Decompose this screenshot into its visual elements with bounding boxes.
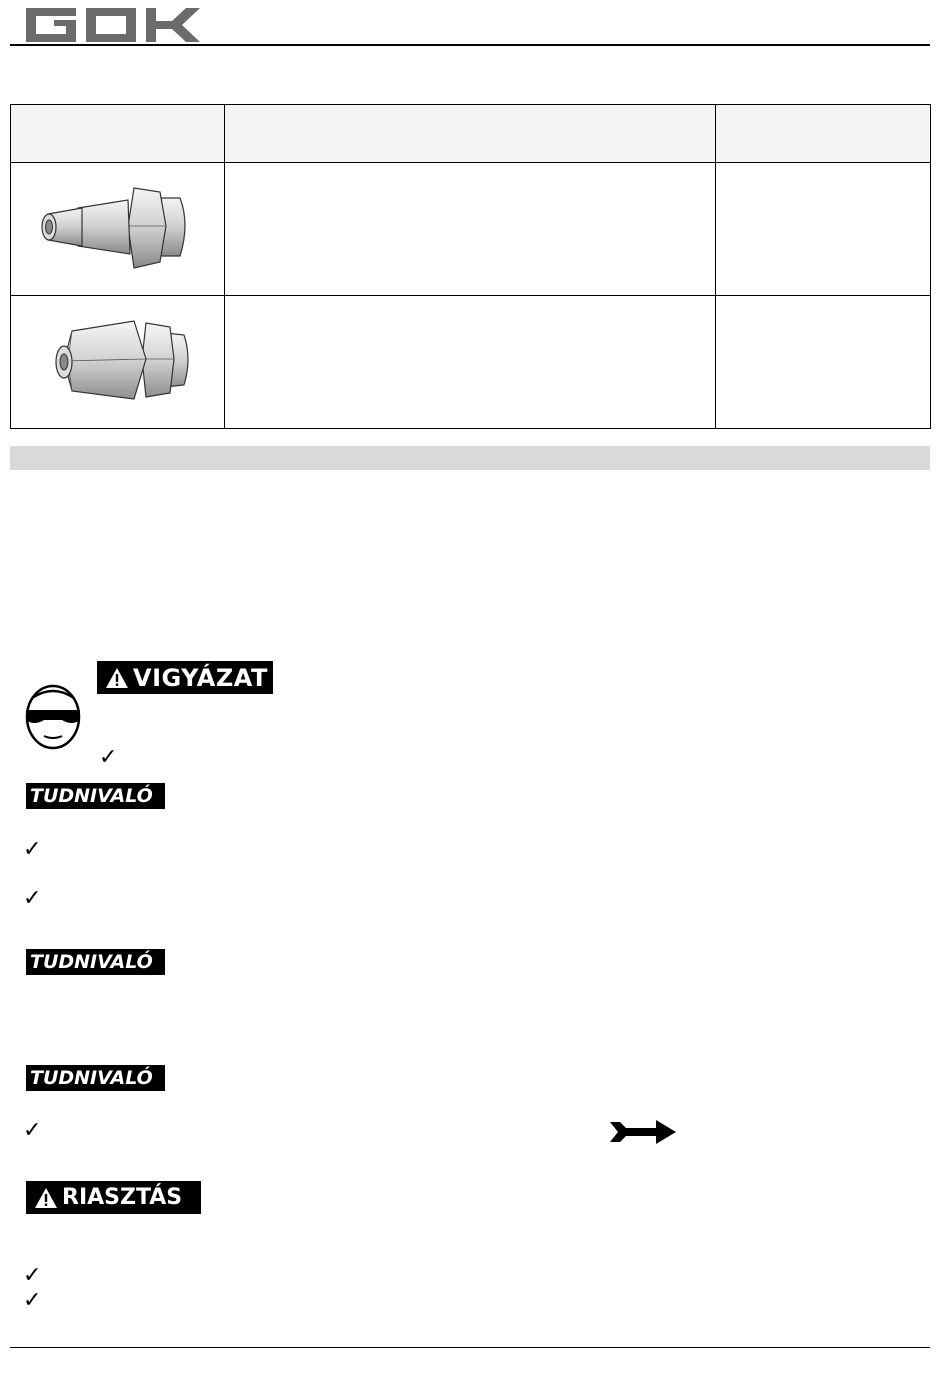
table-header-cell [11,105,225,163]
check-mark-icon: ✓ [23,1263,42,1288]
check-mark-icon: ✓ [23,1118,42,1143]
warning-triangle-icon [105,667,129,689]
part-description-cell [225,296,716,429]
notice-sign-label: TUDNIVALÓ [30,785,153,807]
notice-sign [26,949,165,975]
warning-triangle-icon [34,1187,58,1209]
table-header-cell [716,105,931,163]
gok-logo [26,8,200,42]
part-image-cell [11,163,225,296]
safety-goggles-icon [24,680,82,750]
alarm-sign [26,1181,201,1214]
check-mark-icon: ✓ [23,886,42,911]
notice-sign [26,783,165,809]
part-description-cell [225,163,716,296]
check-mark-icon: ✓ [23,1288,42,1313]
screw-fitting-nipple-icon [38,174,198,284]
notice-sign-label: TUDNIVALÓ [30,951,153,973]
parts-table [10,104,931,429]
table-row [11,296,931,429]
header-rule [10,44,930,46]
table-header-cell [225,105,716,163]
notice-sign [26,1065,165,1091]
caution-sign [97,661,273,694]
check-mark-icon: ✓ [23,837,42,862]
notice-sign-label: TUDNIVALÓ [30,1067,153,1089]
arrow-right-icon [610,1120,676,1144]
section-heading-bar [10,446,930,470]
footer-rule [10,1347,930,1348]
part-image-cell [11,296,225,429]
table-row [11,163,931,296]
alarm-sign-label: RIASZTÁS [62,1185,183,1210]
screw-fitting-nut-icon [38,307,198,417]
check-mark-icon: ✓ [99,745,118,770]
table-header-row [11,105,931,163]
caution-sign-label: VIGYÁZAT [133,663,268,692]
part-value-cell [716,163,931,296]
part-value-cell [716,296,931,429]
